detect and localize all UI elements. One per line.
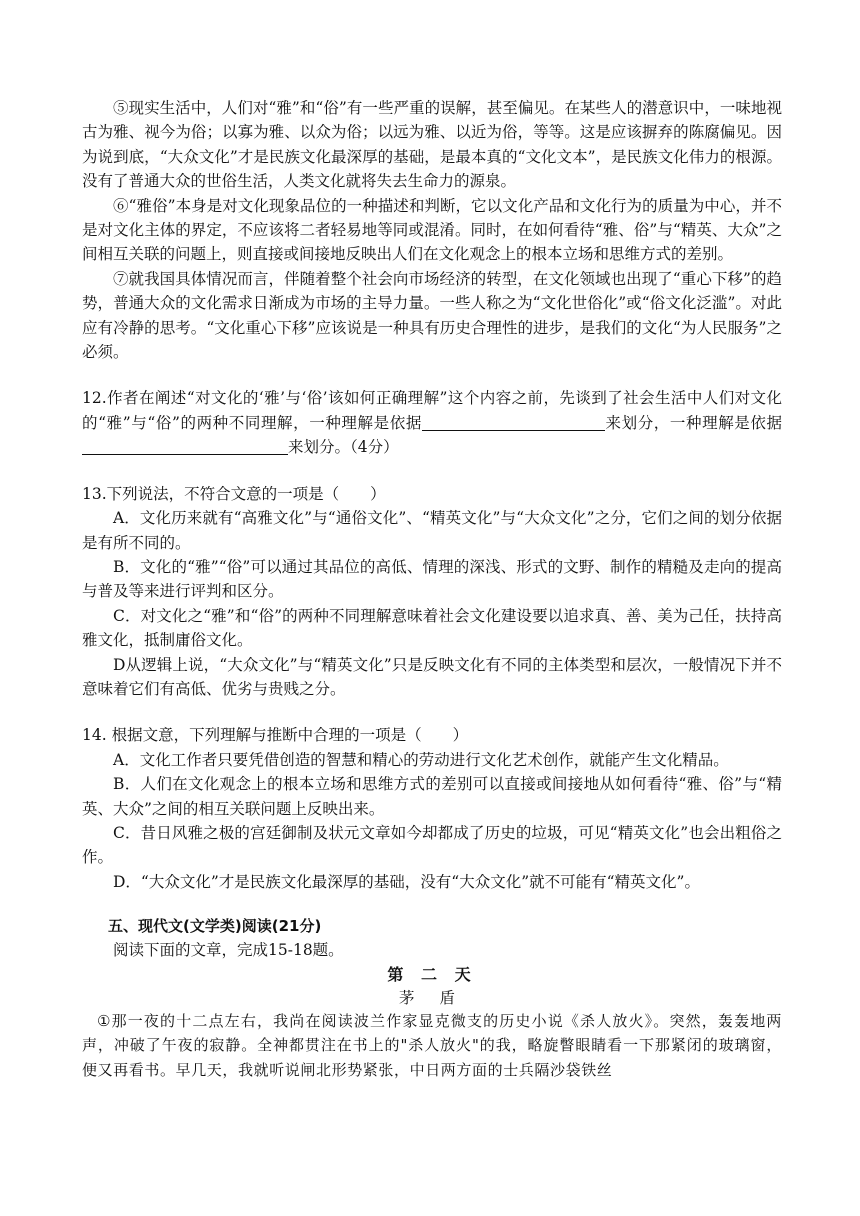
- spacer: [82, 701, 782, 723]
- question-13-option-b: B．文化的“雅”“俗”可以通过其品位的高低、情理的深浅、形式的文野、制作的精糙及走向的提高与普及等来进行评判和区分。: [82, 557, 782, 601]
- spacer: [82, 894, 782, 914]
- section-instruction: 阅读下面的文章，完成15-18题。: [113, 941, 344, 960]
- story-paragraph-1: ①那一夜的十二点左右，我尚在阅读波兰作家显克微支的历史小说《杀人放火》。突然，轰轰地两声，冲破了午夜的寂静。全神都贯注在书上的"杀人放火"的我，略旋瞥眼睛看一下那紧闭的玻璃窗，便又再看书。早几天，我就听说闸北形势紧张，中日两方面的士兵隔沙袋铁丝: [82, 1011, 782, 1079]
- question-14-option-a: A．文化工作者只要凭借创造的智慧和精心的劳动进行文化艺术创作，就能产生文化精品。: [113, 750, 729, 769]
- exam-page: [82, 96, 782, 1082]
- section-heading: 五、现代文(文学类)阅读(21分): [108, 917, 322, 936]
- question-13-option-d: D从逻辑上说，“大众文化”与“精英文化”只是反映文化有不同的主体类型和层次，一般情况下并不意味着它们有高低、优劣与贵贱之分。: [82, 655, 782, 698]
- passage-paragraph-6: ⑥“雅俗”本身是对文化现象品位的一种描述和判断，它以文化产品和文化行为的质量为中心，并不是对文化主体的界定，不应该将二者轻易地等同或混淆。同时，在如何看待“雅、俗”与“精英、大众”之间相互关联的问题上，则直接或间接地反映出人们在文化观念上的根本立场和思维方式的差别。: [82, 196, 782, 264]
- spacer: [82, 364, 782, 386]
- question-12-part1: 12.作者在阐述“对文化的‘雅’与‘俗’该如何正确理解”这个内容之前，先谈到了社会生活中人们对文化的“雅”与“俗”的两种不同理解，一种理解是依据: [82, 389, 782, 432]
- question-12-part2: 来划分，一种理解是依据: [604, 413, 782, 432]
- spacer: [82, 460, 782, 482]
- answer-blank-2[interactable]: [82, 438, 288, 455]
- story-author: 茅 盾: [399, 988, 465, 1007]
- question-13-option-a: A．文化历来就有“高雅文化”与“通俗文化”、“精英文化”与“大众文化”之分，它们之间的划分依据是有所不同的。: [82, 509, 782, 552]
- answer-blank-1[interactable]: [422, 414, 605, 431]
- question-12-part3: 来划分。（4分）: [288, 438, 399, 457]
- question-13-stem: 13.下列说法，不符合文意的一项是（ ）: [82, 484, 386, 503]
- question-14-option-c: C．昔日风雅之极的宫廷御制及状元文章如今却都成了历史的垃圾，可见“精英文化”也会出粗俗之作。: [82, 823, 782, 867]
- question-14-option-b: B．人们在文化观念上的根本立场和思维方式的差别可以直接或间接地从如何看待“雅、俗”与“精英、大众”之间的相互关联问题上反映出来。: [82, 775, 782, 818]
- question-12: [82, 386, 782, 459]
- passage-paragraph-7: ⑦就我国具体情况而言，伴随着整个社会向市场经济的转型，在文化领域也出现了“重心下移”的趋势，普通大众的文化需求日渐成为市场的主导力量。一些人称之为“文化世俗化”或“俗文化泛滥”。对此应有冷静的思考。“文化重心下移”应该说是一种具有历史合理性的进步，是我们的文化“为人民服务”之必须。: [82, 269, 782, 362]
- story-title: 第 二 天: [387, 964, 477, 984]
- question-14-stem: 14. 根据文意，下列理解与推断中合理的一项是（ ）: [82, 726, 469, 745]
- passage-paragraph-5: ⑤现实生活中，人们对“雅”和“俗”有一些严重的误解，甚至偏见。在某些人的潜意识中，一味地视古为雅、视今为俗；以寡为雅、以众为俗；以远为雅、以近为俗，等等。这是应该摒弃的陈腐偏见。因为说到底，“大众文化”才是民族文化最深厚的基础，是最本真的“文化文本”，是民族文化伟力的根源。没有了普通大众的世俗生活，人类文化就将失去生命力的源泉。: [82, 99, 782, 191]
- question-14-option-d: D．“大众文化”才是民族文化最深厚的基础，没有“大众文化”就不可能有“精英文化”。: [113, 872, 700, 891]
- question-13-option-c: C．对文化之“雅”和“俗”的两种不同理解意味着社会文化建设要以追求真、善、美为己任，扶持高雅文化，抵制庸俗文化。: [82, 606, 782, 650]
